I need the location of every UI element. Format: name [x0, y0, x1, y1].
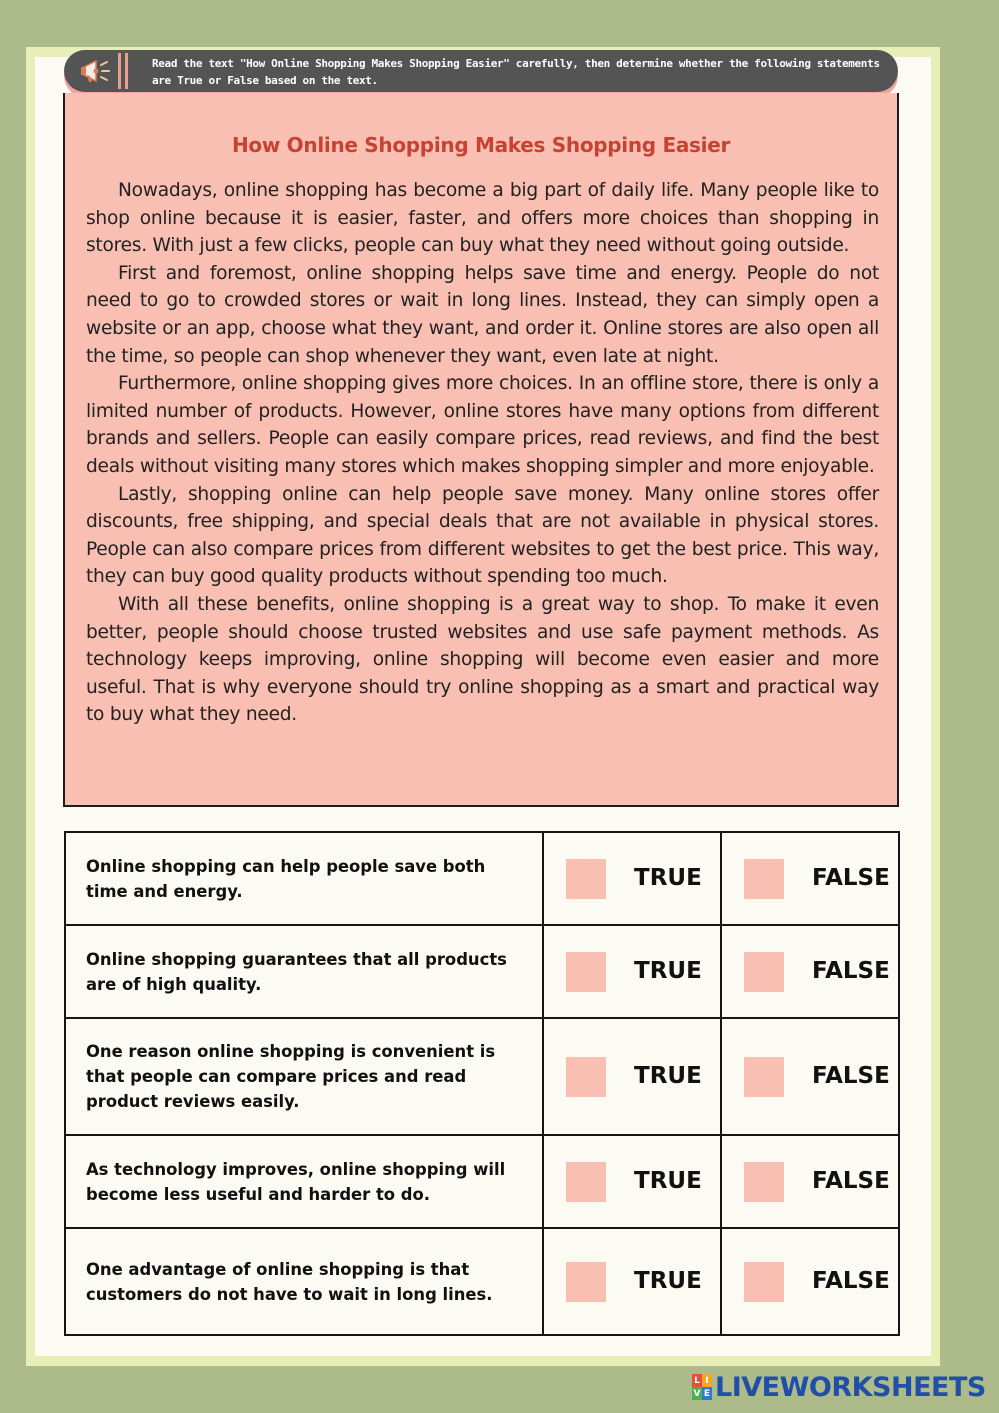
liveworksheets-mark-icon: L I V E [693, 1375, 711, 1399]
statement-text: Online shopping guarantees that all products are of high quality. [65, 925, 543, 1018]
statement-text: One reason online shopping is convenient is that people can compare prices and read product reviews easily. [65, 1018, 543, 1135]
table-row [65, 1018, 899, 1135]
true-label: TRUE [634, 1062, 702, 1089]
true-option[interactable] [543, 1018, 721, 1135]
divider-bars [118, 53, 130, 89]
false-option[interactable] [721, 832, 899, 925]
instruction-text: Read the text "How Online Shopping Makes Shopping Easier" carefully, then determine whether the following statements are True or False based on the text. [152, 57, 880, 87]
false-option[interactable] [721, 925, 899, 1018]
false-option[interactable] [721, 1228, 899, 1335]
false-option[interactable] [721, 1135, 899, 1228]
table-row [65, 1228, 899, 1335]
true-label: TRUE [634, 864, 702, 891]
table-row [65, 925, 899, 1018]
true-checkbox[interactable] [566, 1162, 606, 1202]
reading-passage [63, 93, 899, 807]
false-checkbox[interactable] [744, 1057, 784, 1097]
false-label: FALSE [812, 957, 890, 984]
passage-paragraph: Furthermore, online shopping gives more choices. In an offline store, there is only a limited number of products. However, online stores have many options from different brands and sellers. People can easily compare prices, read reviews, and find the best deals without visiting many stores which makes shopping simpler and more enjoyable. [86, 373, 879, 477]
false-option[interactable] [721, 1018, 899, 1135]
false-checkbox[interactable] [744, 859, 784, 899]
passage-title: How Online Shopping Makes Shopping Easier [231, 133, 731, 157]
true-checkbox[interactable] [566, 952, 606, 992]
true-option[interactable] [543, 1228, 721, 1335]
statement-text: As technology improves, online shopping will become less useful and harder to do. [65, 1135, 543, 1228]
true-checkbox[interactable] [566, 1262, 606, 1302]
true-label: TRUE [634, 1267, 702, 1294]
false-checkbox[interactable] [744, 952, 784, 992]
statement-text: Online shopping can help people save both time and energy. [65, 832, 543, 925]
true-option[interactable] [543, 832, 721, 925]
passage-paragraph: Lastly, shopping online can help people save money. Many online stores offer discounts, free shipping, and special deals that are not available in physical stores. People can also compare prices from different websites to get the best price. This way, they can buy good quality products without spending too much. [86, 483, 879, 588]
false-label: FALSE [812, 1062, 890, 1089]
table-row [65, 832, 899, 925]
true-label: TRUE [634, 1167, 702, 1194]
false-label: FALSE [812, 1167, 890, 1194]
true-false-table [64, 831, 900, 1336]
liveworksheets-logo [692, 1372, 986, 1402]
instruction-banner [64, 50, 898, 92]
passage-paragraph: First and foremost, online shopping helps save time and energy. People do not need to go to crowded stores or wait in long lines. Instead, they can simply open a website or an app, choose what they want, and order it. Online stores are also open all the time, so people can shop whenever they want, even late at night. [86, 262, 879, 367]
passage-body [86, 177, 879, 729]
false-checkbox[interactable] [744, 1162, 784, 1202]
logo-text: LIVEWORKSHEETS [715, 1371, 986, 1403]
statement-text: One advantage of online shopping is that customers do not have to wait in long lines. [65, 1228, 543, 1335]
false-checkbox[interactable] [744, 1262, 784, 1302]
true-checkbox[interactable] [566, 1057, 606, 1097]
true-option[interactable] [543, 1135, 721, 1228]
true-checkbox[interactable] [566, 859, 606, 899]
true-label: TRUE [634, 957, 702, 984]
false-label: FALSE [812, 864, 890, 891]
passage-paragraph: Nowadays, online shopping has become a big part of daily life. Many people like to shop online because it is easier, faster, and offers more choices than shopping in stores. With just a few clicks, people can buy what they need without going outside. [86, 180, 879, 257]
table-row [65, 1135, 899, 1228]
passage-paragraph: With all these benefits, online shopping is a great way to shop. To make it even better, people should choose trusted websites and use safe payment methods. As technology keeps improving, online shopping will become even easier and more useful. That is why everyone should try online shopping as a smart and practical way to buy what they need. [86, 593, 879, 726]
false-label: FALSE [812, 1267, 890, 1294]
megaphone-icon [78, 55, 114, 87]
true-option[interactable] [543, 925, 721, 1018]
